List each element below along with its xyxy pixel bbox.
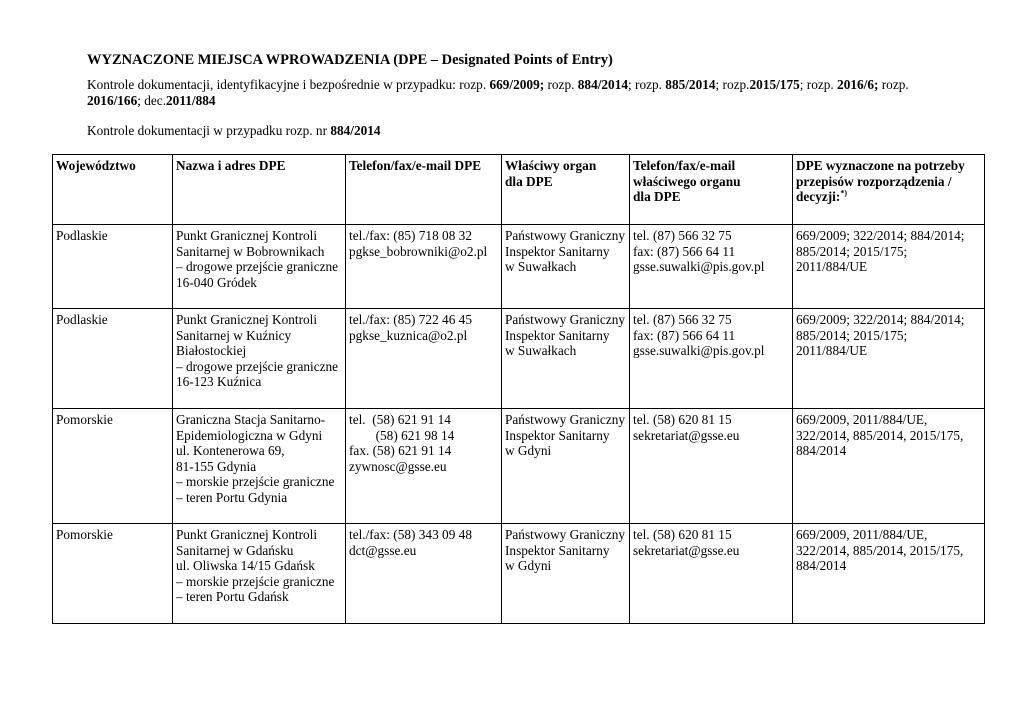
regulation-ref: 884/2014 (577, 77, 628, 92)
page-title: WYZNACZONE MIEJSCA WPROWADZENIA (DPE – Designated Points of Entry) (87, 52, 613, 68)
cell-authority: Państwowy Graniczny Inspektor Sanitarny w Suwałkach (502, 225, 630, 309)
dpe-table (52, 154, 985, 624)
header-authority: Właściwy organ dla DPE (502, 155, 630, 225)
header-voivodeship: Województwo (53, 155, 173, 225)
intro-text: rozp. (878, 77, 909, 92)
intro-paragraph (87, 77, 947, 109)
cell-authority-contact: tel. (58) 620 81 15 sekretariat@gsse.eu (630, 409, 793, 524)
cell-name-address: Punkt Granicznej Kontroli Sanitarnej w Kuźnicy Białostockiej – drogowe przejście graniczne 16-123 Kuźnica (173, 309, 346, 409)
intro-paragraph-2 (87, 123, 381, 139)
table-header-row (53, 155, 985, 225)
cell-name-address: Graniczna Stacja Sanitarno- Epidemiologiczna w Gdyni ul. Kontenerowa 69, 81-155 Gdynia – morskie przejście graniczne – teren Portu Gdynia (173, 409, 346, 524)
regulation-ref: 2016/6; (837, 77, 879, 92)
intro-text: ; dec. (137, 93, 167, 108)
cell-authority-contact: tel. (87) 566 32 75 fax: (87) 566 64 11 gsse.suwalki@pis.gov.pl (630, 309, 793, 409)
cell-authority: Państwowy Graniczny Inspektor Sanitarny w Suwałkach (502, 309, 630, 409)
regulation-ref: 885/2014 (665, 77, 716, 92)
regulation-ref: 2016/166 (87, 93, 138, 108)
intro-text: Kontrole dokumentacji, identyfikacyjne i bezpośrednie w przypadku: rozp. (87, 77, 490, 92)
cell-designation: 669/2009, 2011/884/UE, 322/2014, 885/2014, 2015/175, 884/2014 (793, 409, 985, 524)
cell-designation: 669/2009; 322/2014; 884/2014; 885/2014; 2015/175; 2011/884/UE (793, 225, 985, 309)
regulation-ref: 884/2014 (330, 123, 381, 138)
footnote-marker: *) (840, 188, 847, 198)
intro-text: Kontrole dokumentacji w przypadku rozp. nr (87, 123, 331, 138)
intro-text: ; rozp. (799, 77, 838, 92)
cell-designation: 669/2009; 322/2014; 884/2014; 885/2014; 2015/175; 2011/884/UE (793, 309, 985, 409)
cell-designation: 669/2009, 2011/884/UE, 322/2014, 885/2014, 2015/175, 884/2014 (793, 524, 985, 624)
cell-contact: tel. (58) 621 91 14 (58) 621 98 14 fax. (58) 621 91 14 zywnosc@gsse.eu (346, 409, 502, 524)
cell-authority-contact: tel. (58) 620 81 15 sekretariat@gsse.eu (630, 524, 793, 624)
intro-text: rozp. (544, 77, 578, 92)
cell-contact: tel./fax: (58) 343 09 48 dct@gsse.eu (346, 524, 502, 624)
table-row (53, 409, 985, 524)
cell-authority: Państwowy Graniczny Inspektor Sanitarny w Gdyni (502, 409, 630, 524)
regulation-ref: 2011/884 (166, 93, 216, 108)
header-name-address: Nazwa i adres DPE (173, 155, 346, 225)
cell-voivodeship: Pomorskie (53, 524, 173, 624)
cell-authority-contact: tel. (87) 566 32 75 fax: (87) 566 64 11 gsse.suwalki@pis.gov.pl (630, 225, 793, 309)
table-row (53, 225, 985, 309)
header-designation-text: DPE wyznaczone na potrzeby przepisów rozporządzenia / decyzji: (796, 158, 965, 204)
cell-contact: tel./fax: (85) 722 46 45 pgkse_kuznica@o2.pl (346, 309, 502, 409)
cell-name-address: Punkt Granicznej Kontroli Sanitarnej w Gdańsku ul. Oliwska 14/15 Gdańsk – morskie przejście graniczne – teren Portu Gdańsk (173, 524, 346, 624)
cell-voivodeship: Pomorskie (53, 409, 173, 524)
intro-text: ; rozp. (715, 77, 750, 92)
table-row (53, 524, 985, 624)
cell-voivodeship: Podlaskie (53, 225, 173, 309)
regulation-ref: 2015/175 (749, 77, 800, 92)
cell-voivodeship: Podlaskie (53, 309, 173, 409)
intro-text: ; rozp. (628, 77, 666, 92)
header-contact: Telefon/fax/e-mail DPE (346, 155, 502, 225)
cell-contact: tel./fax: (85) 718 08 32 pgkse_bobrowniki@o2.pl (346, 225, 502, 309)
cell-name-address: Punkt Granicznej Kontroli Sanitarnej w Bobrownikach – drogowe przejście graniczne 16-040 Gródek (173, 225, 346, 309)
regulation-ref: 669/2009; (489, 77, 545, 92)
header-authority-contact: Telefon/fax/e-mail właściwego organu dla DPE (630, 155, 793, 225)
table-row (53, 309, 985, 409)
cell-authority: Państwowy Graniczny Inspektor Sanitarny w Gdyni (502, 524, 630, 624)
header-designation (793, 155, 985, 225)
